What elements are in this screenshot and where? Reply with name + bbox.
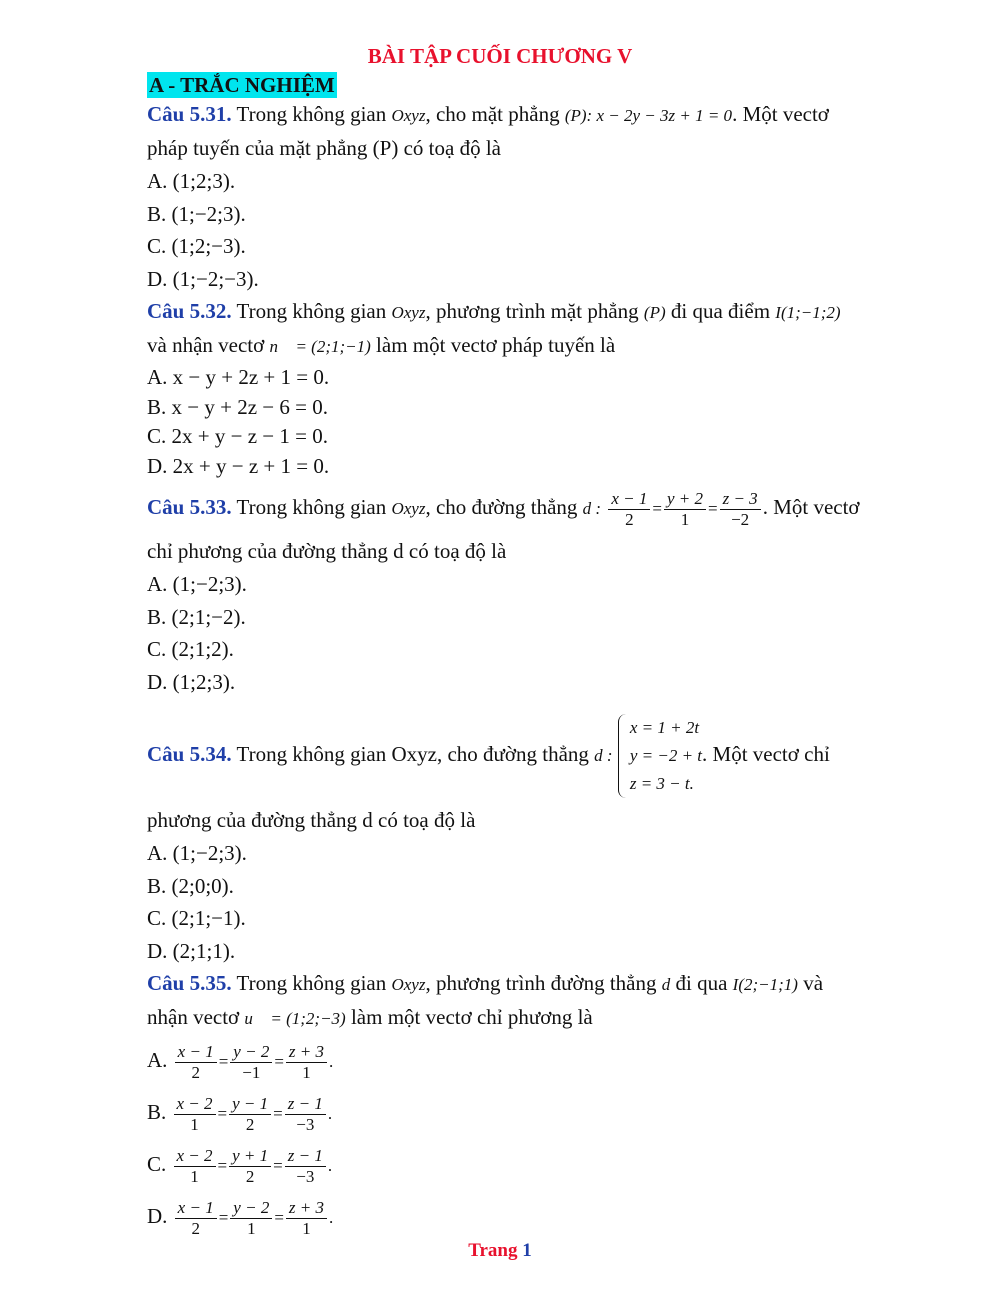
period: . <box>329 1208 334 1227</box>
equals-sign: = <box>218 1208 229 1227</box>
question-stem <box>147 295 937 329</box>
fraction-denominator: 1 <box>247 1218 256 1238</box>
fraction-denominator: −3 <box>296 1114 315 1134</box>
math-space: Oxyz <box>391 106 426 125</box>
fraction-denominator: 2 <box>245 1166 255 1186</box>
left-brace <box>618 714 627 798</box>
math-space: Oxyz <box>391 303 426 322</box>
stem-text: , phương trình mặt phẳng <box>425 299 644 323</box>
question-stem-line2: phương của đường thẳng d có toạ độ là <box>147 808 476 832</box>
stem-text: , cho mặt phẳng <box>425 102 565 126</box>
fraction-numerator: y − 2 <box>230 1198 272 1219</box>
equals-sign: = <box>218 1052 229 1071</box>
math-space: Oxyz <box>391 499 426 518</box>
option-c[interactable]: C. 2x + y − z − 1 = 0. <box>147 424 328 448</box>
fraction-numerator: x − 1 <box>608 489 650 510</box>
option-b[interactable]: B. x − y + 2z − 6 = 0. <box>147 394 328 419</box>
stem-text: Trong không gian <box>231 102 392 126</box>
fraction-numerator: z + 3 <box>286 1198 327 1219</box>
fraction <box>174 1094 216 1135</box>
stem-text: . Một vectơ <box>762 495 860 519</box>
option-a[interactable]: A. (1;−2;3). <box>147 572 247 596</box>
stem-text: Trong không gian <box>231 971 392 995</box>
question-label: Câu 5.35. <box>147 971 232 995</box>
fraction <box>230 1042 272 1083</box>
equals-sign: = <box>217 1156 228 1175</box>
equals-sign: = <box>708 499 718 518</box>
question-5-34 <box>147 706 937 967</box>
question-stem-line2: pháp tuyến của mặt phẳng (P) có toạ độ là <box>147 136 501 160</box>
question-stem-line2: chỉ phương của đường thẳng d có toạ độ là <box>147 539 507 563</box>
question-5-31 <box>147 98 937 295</box>
fraction <box>230 1198 272 1239</box>
option-c[interactable]: C. (2;1;−1). <box>147 906 246 930</box>
stem-text: , cho đường thẳng <box>425 495 583 519</box>
option-b[interactable]: B. (2;0;0). <box>147 873 234 898</box>
option-d[interactable] <box>147 1191 937 1243</box>
stem-text: , phương trình đường thẳng <box>425 971 662 995</box>
question-5-33 <box>147 481 937 698</box>
fraction <box>175 1198 217 1239</box>
period: . <box>327 1156 333 1175</box>
option-b[interactable]: B. (2;1;−2). <box>147 604 246 629</box>
fraction-numerator: y − 1 <box>229 1094 271 1115</box>
option-letter: C. <box>147 1152 167 1176</box>
fraction-denominator: 1 <box>190 1114 199 1134</box>
section-heading-text: A - TRẮC NGHIỆM <box>149 73 335 97</box>
math-vector: n⃗ = (2;1;−1) <box>269 337 371 356</box>
page-footer <box>0 1240 1000 1262</box>
fraction-numerator: z − 1 <box>285 1094 326 1115</box>
equals-sign: = <box>217 1104 228 1123</box>
question-stem-line2 <box>147 329 937 363</box>
fraction-denominator: 2 <box>191 1062 200 1082</box>
fraction-denominator: 2 <box>625 509 634 529</box>
fraction-numerator: z − 1 <box>285 1146 326 1167</box>
fraction <box>285 1094 326 1135</box>
fraction-numerator: y + 2 <box>664 489 706 510</box>
fraction-numerator: z − 3 <box>720 489 761 510</box>
equals-sign: = <box>652 499 662 518</box>
fraction-denominator: −1 <box>242 1062 261 1082</box>
fraction <box>286 1042 327 1083</box>
fraction-denominator: 1 <box>190 1166 199 1186</box>
fraction-numerator: x − 2 <box>174 1094 216 1115</box>
stem-text: đi qua điểm <box>665 299 776 323</box>
fraction-numerator: x − 2 <box>174 1146 216 1167</box>
fraction-denominator: 1 <box>680 509 690 529</box>
system-row: z = 3 − t. <box>629 774 694 794</box>
question-5-35 <box>147 967 937 1243</box>
math-line-name: d <box>661 975 671 994</box>
system-row: y = −2 + t <box>629 746 703 766</box>
question-stem-line2 <box>147 1001 937 1035</box>
stem-text: làm một vectơ pháp tuyến là <box>370 333 616 357</box>
stem-text: làm một vectơ chỉ phương là <box>345 1005 593 1029</box>
fraction <box>286 1198 327 1239</box>
option-c[interactable]: C. (2;1;2). <box>147 637 234 661</box>
stem-text: . Một vectơ <box>732 102 829 126</box>
option-letter: D. <box>147 1204 168 1228</box>
equation-system <box>618 714 702 798</box>
stem-text: và nhận vectơ <box>147 333 270 357</box>
period: . <box>329 1052 334 1071</box>
math-vector: u⃗ = (1;2;−3) <box>244 1009 346 1028</box>
question-label: Câu 5.31. <box>147 102 232 126</box>
stem-text: và <box>797 971 824 995</box>
fraction-numerator: z + 3 <box>286 1042 327 1063</box>
fraction-denominator: 2 <box>245 1114 255 1134</box>
question-stem <box>147 98 937 132</box>
option-b[interactable] <box>147 1087 937 1139</box>
option-c[interactable]: C. (1;2;−3). <box>147 234 246 258</box>
math-space: Oxyz <box>391 975 426 994</box>
option-a[interactable]: A. x − y + 2z + 1 = 0. <box>147 365 330 389</box>
fraction-numerator: x − 1 <box>175 1198 217 1219</box>
option-letter: B. <box>147 1100 167 1124</box>
fraction-denominator: −3 <box>296 1166 315 1186</box>
document-body <box>147 72 937 1243</box>
math-line-name: d : <box>594 746 613 765</box>
fraction-numerator: x − 1 <box>175 1042 217 1063</box>
section-heading <box>147 72 937 98</box>
math-point: I(1;−1;2) <box>775 303 841 322</box>
stem-text: đi qua <box>670 971 733 995</box>
stem-text: Trong không gian <box>231 495 392 519</box>
stem-text: Trong không gian Oxyz, cho đường thẳng <box>231 742 595 766</box>
option-a[interactable]: A. (1;2;3). <box>147 169 236 193</box>
fraction-denominator: 1 <box>302 1218 311 1238</box>
fraction <box>229 1146 271 1187</box>
page-label: Trang <box>468 1240 518 1261</box>
system-row: x = 1 + 2t <box>629 718 700 738</box>
equals-sign: = <box>273 1156 283 1175</box>
question-label: Câu 5.34. <box>147 742 232 766</box>
fraction <box>229 1094 271 1135</box>
fraction-numerator: y + 1 <box>229 1146 271 1167</box>
question-stem <box>147 481 937 535</box>
option-a[interactable] <box>147 1035 937 1087</box>
stem-text: . Một vectơ chỉ <box>702 742 830 766</box>
fraction-denominator: 1 <box>302 1062 311 1082</box>
period: . <box>327 1104 333 1123</box>
fraction <box>175 1042 217 1083</box>
page-number: 1 <box>522 1240 532 1261</box>
option-d[interactable]: D. (1;2;3). <box>147 669 236 694</box>
equals-sign: = <box>274 1208 284 1227</box>
fraction <box>664 489 706 530</box>
math-point: I(2;−1;1) <box>732 975 798 994</box>
math-plane: (P) <box>643 303 666 322</box>
fraction-numerator: y − 2 <box>230 1042 272 1063</box>
stem-text: Trong không gian <box>231 299 392 323</box>
option-letter: A. <box>147 1048 168 1072</box>
math-line-name: d : <box>582 499 602 518</box>
fraction-denominator: −2 <box>731 509 750 529</box>
option-a[interactable]: A. (1;−2;3). <box>147 841 247 865</box>
question-label: Câu 5.33. <box>147 495 232 519</box>
fraction <box>285 1146 326 1187</box>
fraction <box>608 489 650 530</box>
option-d[interactable]: D. (2;1;1). <box>147 938 236 963</box>
equals-sign: = <box>273 1104 283 1123</box>
question-stem <box>147 706 937 804</box>
question-label: Câu 5.32. <box>147 299 232 323</box>
option-d[interactable]: D. 2x + y − z + 1 = 0. <box>147 453 330 478</box>
option-b[interactable]: B. (1;−2;3). <box>147 201 246 226</box>
stem-text: nhận vectơ <box>147 1005 245 1029</box>
page-title: BÀI TẬP CUỐI CHƯƠNG V <box>367 44 633 68</box>
option-c[interactable] <box>147 1139 937 1191</box>
option-d[interactable]: D. (1;−2;−3). <box>147 266 259 291</box>
equals-sign: = <box>274 1052 284 1071</box>
fraction <box>174 1146 216 1187</box>
fraction-denominator: 2 <box>191 1218 200 1238</box>
math-plane-equation: (P): x − 2y − 3z + 1 = 0 <box>564 106 733 125</box>
question-stem <box>147 967 937 1001</box>
fraction <box>720 489 761 530</box>
question-5-32 <box>147 295 937 481</box>
